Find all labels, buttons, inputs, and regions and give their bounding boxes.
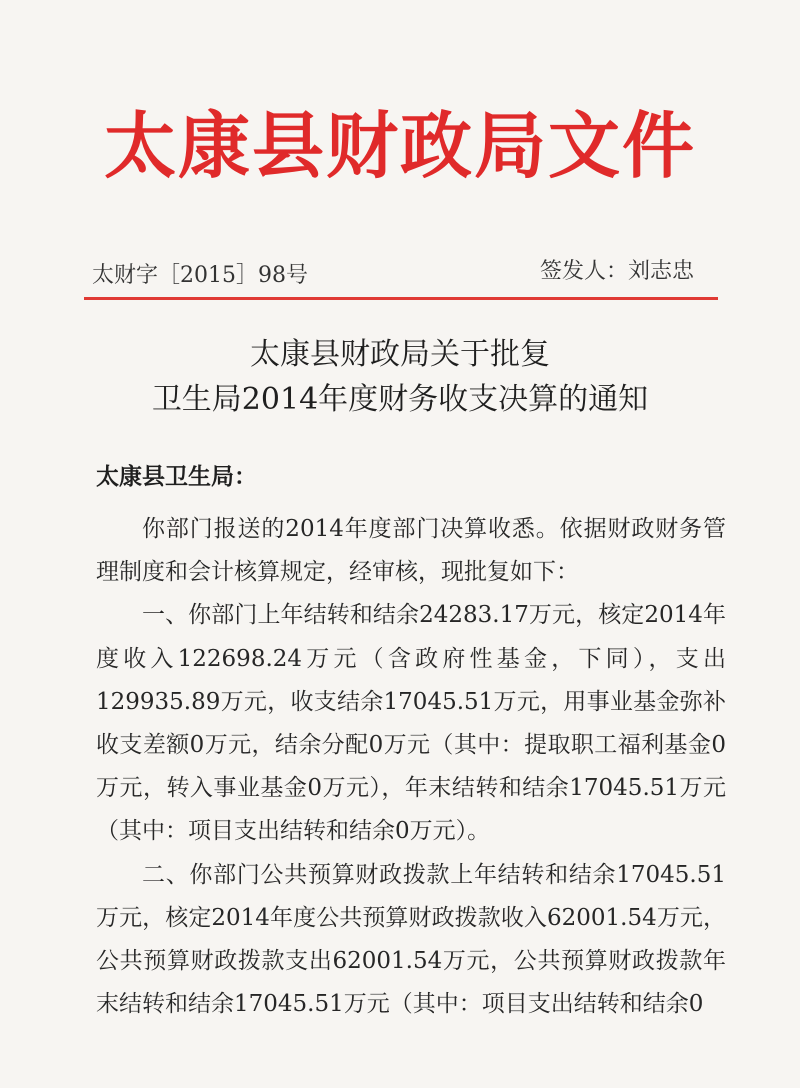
paragraph-item-2: 二、你部门公共预算财政拨款上年结转和结余17045.51万元，核定2014年度公共预算财政拨款收入62001.54万元，公共预算财政拨款支出62001.54万元，公共预算财政拨款年末结转和结余17045.51万元（其中：项目支出结转和结余0 [96,861,726,1018]
notice-title-line-1: 太康县财政局关于批复 [250,337,550,372]
red-separator-line [84,297,718,300]
issuer-signature: 签发人：刘志忠 [539,259,694,284]
paragraph-item-1: 一、你部门上年结转和结余24283.17万元，核定2014年度收入122698.24万元（含政府性基金，下同），支出129935.89万元，收支结余17045.51万元，用事业基金弥补收支差额0万元，结余分配0万元（其中：提取职工福利基金0万元，转入事业基金0万元），年末结转和结余17045.51万元（其中：项目支出结转和结余0万元）。 [96,602,726,845]
notice-title-line-2: 卫生局2014年度财务收支决算的通知 [151,382,649,417]
salutation: 太康县卫生局： [96,463,257,490]
document-header-title: 太康县财政局文件 [103,103,696,188]
document-number: 太财字［2015］98号 [92,263,308,288]
paragraph-intro: 你部门报送的2014年度部门决算收悉。依据财政财务管理制度和会计核算规定，经审核，现批复如下： [96,516,726,586]
body-text [96,508,726,1026]
